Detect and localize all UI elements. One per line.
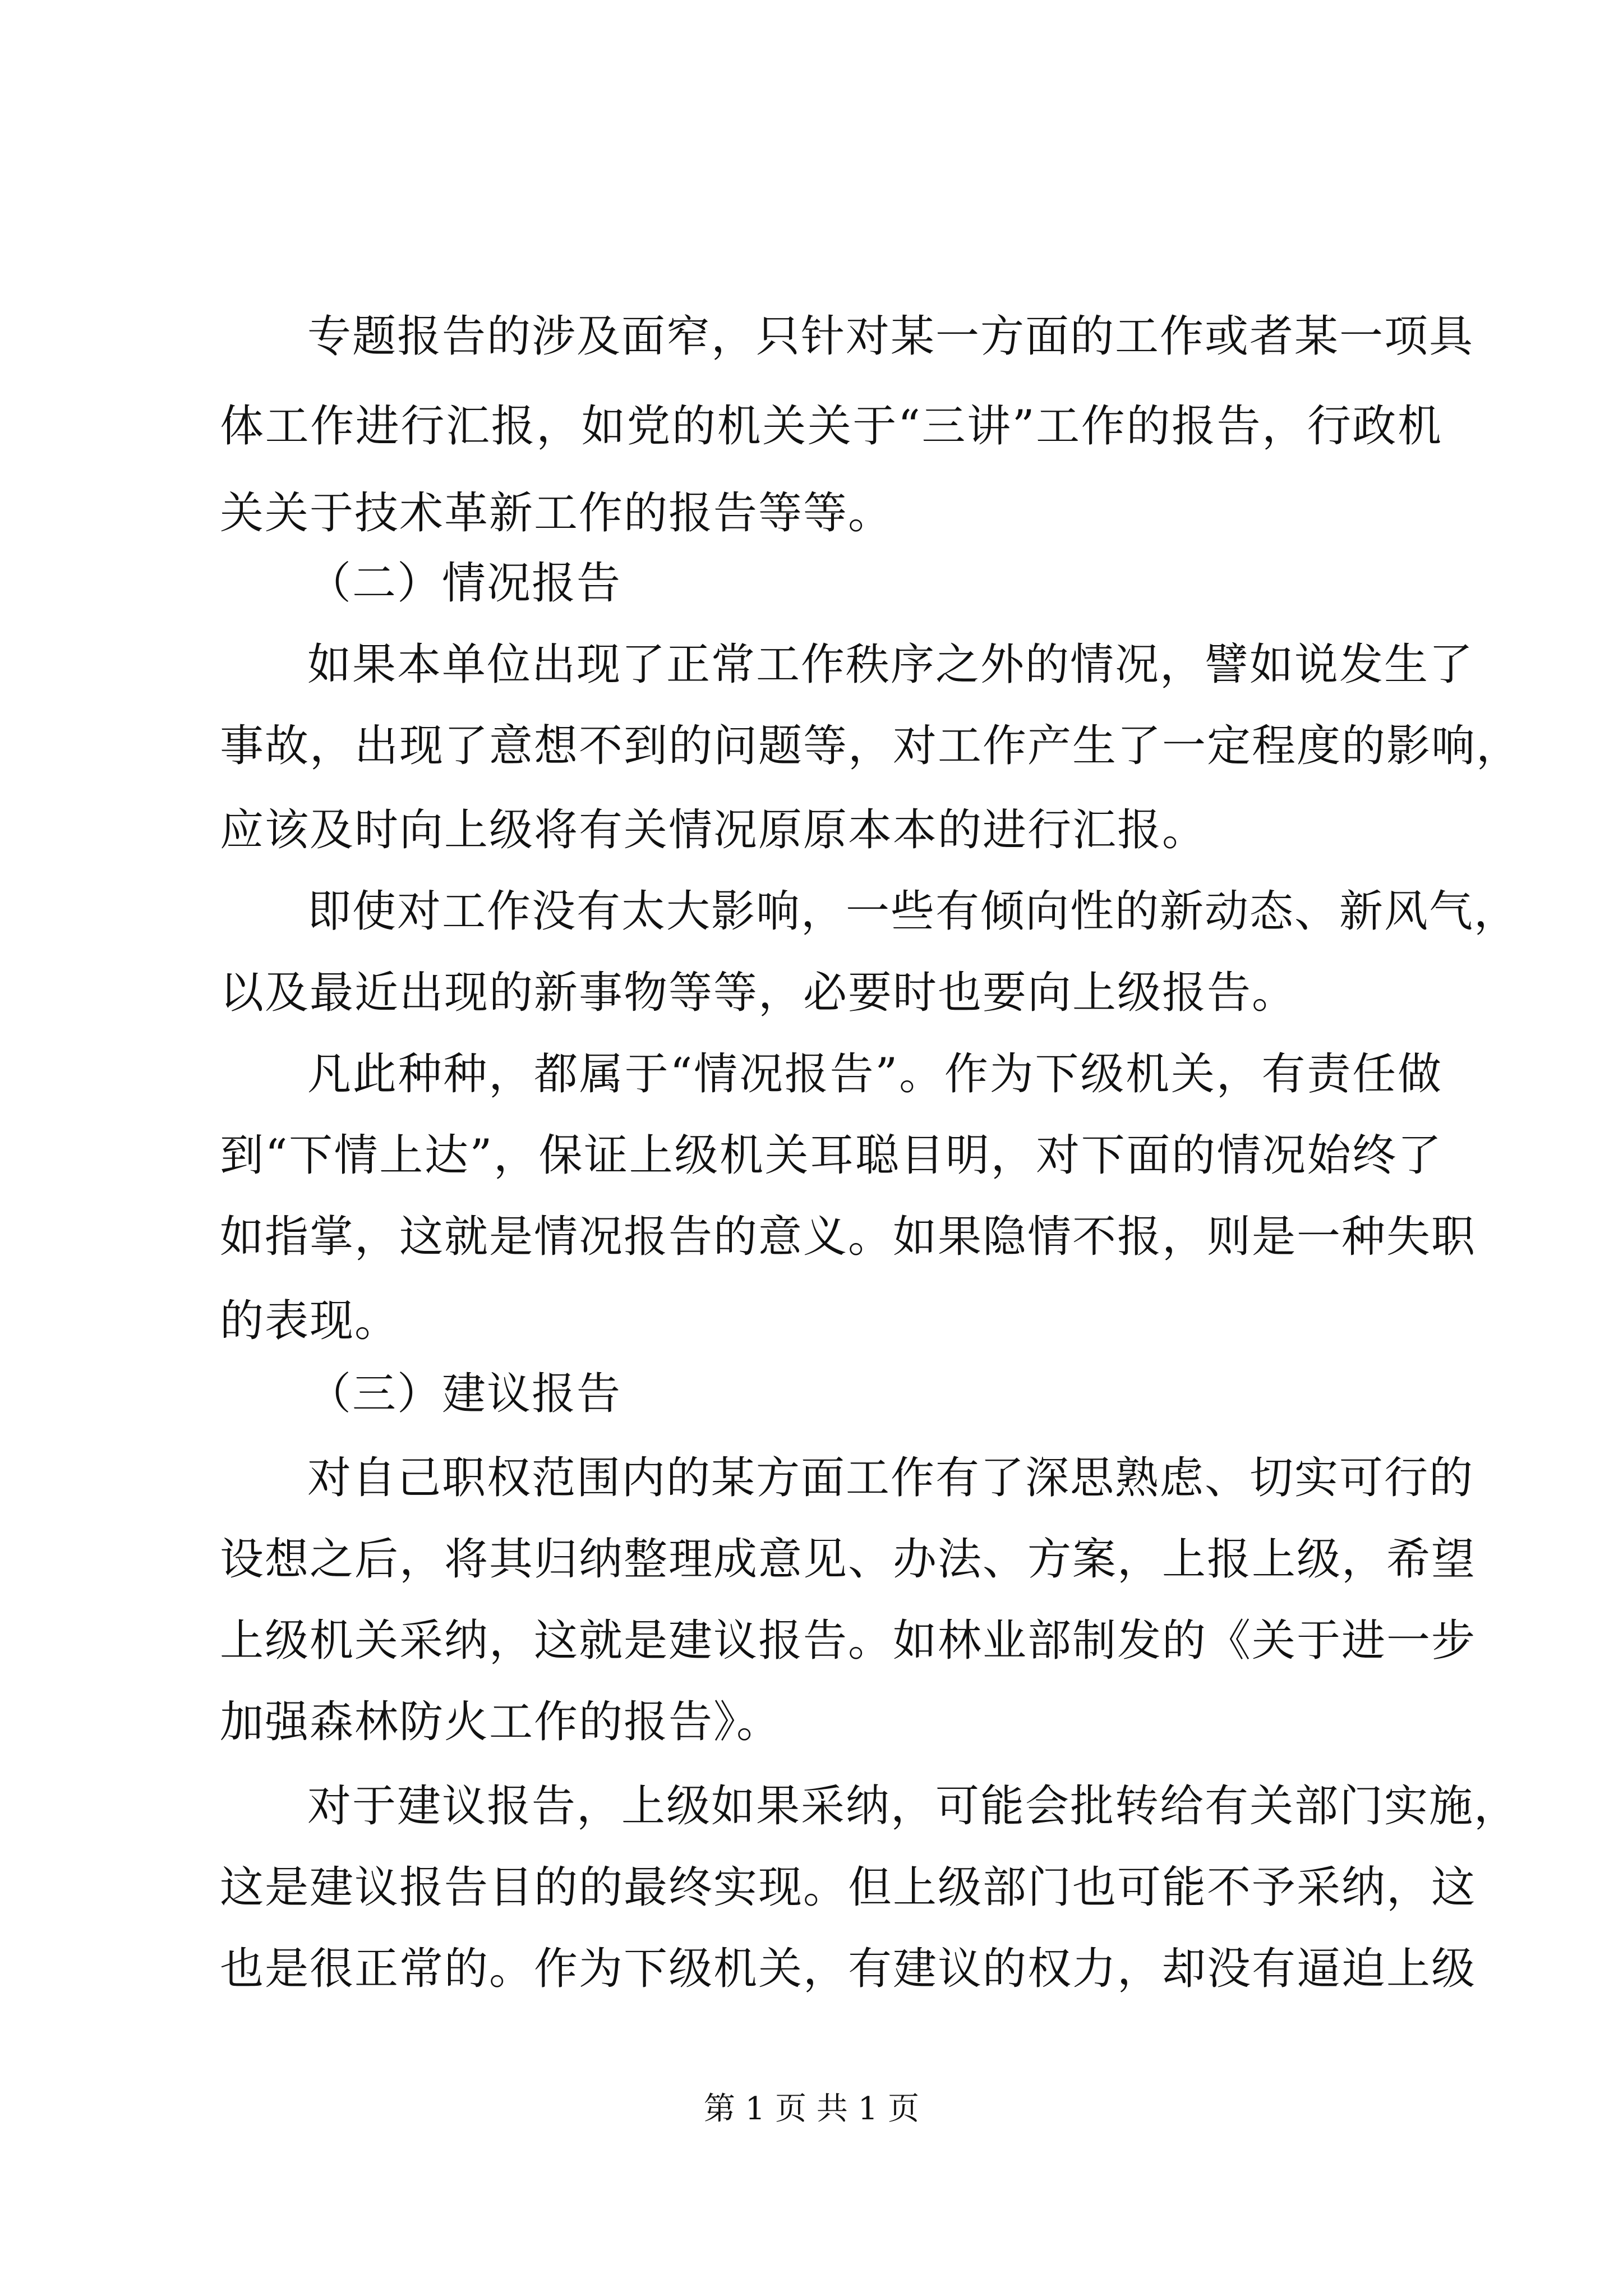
paragraph-line: 关关于技术革新工作的报告等等。 [220, 488, 893, 539]
page-number-label: 第 1 页 共 1 页 [703, 2091, 920, 2127]
paragraph-line: 应该及时向上级将有关情况原原本本的进行汇报。 [220, 805, 1207, 855]
section-heading: （三）建议报告 [307, 1369, 622, 1419]
paragraph-line: 凡此种种，都属于“情况报告”。作为下级机关，有责任做 [307, 1049, 1442, 1099]
paragraph-line: 如果本单位出现了正常工作秩序之外的情况，譬如说发生了 [307, 639, 1474, 690]
paragraph-line: 上级机关采纳，这就是建议报告。如林业部制发的《关于进一步 [220, 1616, 1477, 1666]
paragraph-line: 对自己职权范围内的某方面工作有了深思熟虑、切实可行的 [307, 1453, 1474, 1503]
paragraph-line: 如指掌，这就是情况报告的意义。如果隐情不报，则是一种失职 [220, 1212, 1477, 1262]
paragraph-line: 设想之后，将其归纳整理成意见、办法、方案，上报上级，希望 [220, 1534, 1477, 1585]
page-footer [0, 2087, 1623, 2132]
paragraph-line: 事故，出现了意想不到的问题等，对工作产生了一定程度的影响， [220, 721, 1521, 771]
paragraph-line: 以及最近出现的新事物等等，必要时也要向上级报告。 [220, 968, 1297, 1018]
paragraph-line: 到“下情上达”，保证上级机关耳聪目明，对下面的情况始终了 [220, 1130, 1442, 1181]
paragraph-line: 专题报告的涉及面窄，只针对某一方面的工作或者某一项具 [307, 311, 1474, 362]
paragraph-line: 也是很正常的。作为下级机关，有建议的权力，却没有逼迫上级 [220, 1944, 1477, 1994]
paragraph-line: 体工作进行汇报，如党的机关关于“三讲”工作的报告，行政机 [220, 401, 1442, 452]
paragraph-line: 的表现。 [220, 1296, 400, 1346]
paragraph-line: 即使对工作没有太大影响，一些有倾向性的新动态、新风气， [307, 886, 1519, 937]
paragraph-line: 这是建议报告目的的最终实现。但上级部门也可能不予采纳，这 [220, 1862, 1477, 1913]
paragraph-line: 对于建议报告，上级如果采纳，可能会批转给有关部门实施， [307, 1781, 1519, 1832]
paragraph-line: 加强森林防火工作的报告》。 [220, 1697, 782, 1747]
section-heading: （二）情况报告 [307, 558, 622, 609]
